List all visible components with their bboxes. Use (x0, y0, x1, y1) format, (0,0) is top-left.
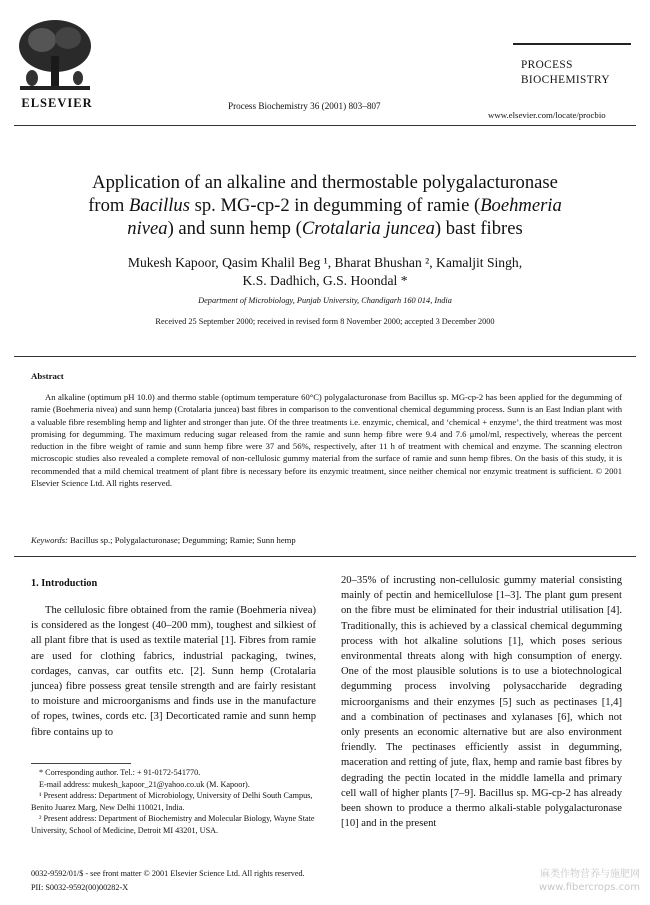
journal-reference: Process Biochemistry 36 (2001) 803–807 (228, 101, 381, 111)
journal-name-line2: BIOCHEMISTRY (521, 74, 610, 86)
tree-icon (14, 16, 96, 96)
authors-line2: K.S. Dadhich, G.S. Hoondal * (242, 273, 408, 288)
issn-line: 0032-9592/01/$ - see front matter © 2001 Elsevier Science Ltd. All rights reserved. (31, 869, 305, 878)
title-italic: Boehmeria (480, 195, 562, 216)
footnote-rule (31, 763, 131, 764)
received-dates: Received 25 September 2000; received in revised form 8 November 2000; accepted 3 December 2000 (155, 317, 495, 326)
watermark-line1: 麻类作物营养与施肥网 (540, 869, 640, 880)
title-italic: nivea (127, 218, 168, 239)
journal-name (521, 58, 610, 88)
pii-line: PII: S0032-9592(00)00282-X (31, 883, 129, 892)
journal-url[interactable]: www.elsevier.com/locate/procbio (488, 110, 606, 120)
header-divider (14, 125, 636, 126)
title-line3 (40, 217, 610, 240)
title-line2 (40, 194, 610, 217)
authors-line1: Mukesh Kapoor, Qasim Khalil Beg ¹, Bharat Bhushan ², Kamaljit Singh, (127, 255, 523, 270)
section-heading-introduction: 1. Introduction (31, 578, 98, 589)
footnotes (31, 767, 316, 837)
journal-name-line1: PROCESS (521, 59, 573, 71)
abstract-heading: Abstract (31, 371, 64, 381)
site-watermark (500, 868, 640, 894)
footnote-corresponding: * Corresponding author. Tel.: + 91-0172-541770. (39, 768, 201, 777)
page-footer (31, 867, 305, 895)
keywords-label: Keywords: (31, 535, 68, 545)
title-text: ) bast fibres (434, 218, 523, 239)
footnote-2: ² Present address: Department of Biochemistry and Molecular Biology, Wayne State University, School of Medicine, Detroit MI 43201, USA. (31, 814, 315, 835)
footnote-1: ¹ Present address: Department of Microbiology, University of Delhi South Campus, Benito Juarez Marg, New Delhi 110021, India. (31, 791, 313, 812)
title-italic: Crotalaria juncea (301, 218, 435, 239)
abstract-top-divider (14, 356, 636, 357)
title-text: ) and sunn hemp ( (167, 218, 302, 239)
title-text: sp. MG-cp-2 in degumming of ramie ( (189, 195, 481, 216)
keywords (31, 535, 622, 545)
journal-rule (513, 43, 631, 45)
title-italic: Bacillus (129, 195, 190, 216)
author-list (60, 254, 590, 290)
footnote-email[interactable]: E-mail address: mukesh_kapoor_21@yahoo.co.uk (M. Kapoor). (39, 779, 250, 789)
publisher-name: ELSEVIER (21, 96, 93, 110)
intro-column-left: The cellulosic fibre obtained from the ramie (Boehmeria nivea) is considered as the longest (40–200 mm), toughest and silkiest of all plant fibre that is used as textile material [1]. Fibres from ramie are used for clothing fabrics, industrial packaging, twines, cordages, canvas, car outfits etc. [2]. Sunn hemp (Crotalaria juncea) fibre possess great tensile strength and are fairly resistant to moisture and microorganisms and finds use in the manufacture of ropes, twines, cords etc. [3] Decorticated ramie and sunn hemp fibre contains up to (31, 605, 316, 738)
abstract-body: An alkaline (optimum pH 10.0) and thermo stable (optimum temperature 60°C) polygalacturonase from Bacillus sp. MG-cp-2 has been applied for the degumming of ramie (Boehmeria nivea) and sunn hemp (Crotalaria juncea) bast fibres in comparison to the conventional chemical degumming process. Sunn is an East Indian plant with a valuable fibre resembling hemp and lighter and stronger than jute. Of the three treatments i.e. enzymic, chemical, and ‘chemical + enzyme’, the third treatment was most promising for degumming. The maximum reducing sugar released from the ramie and sunn hemp fibre were 9.4 and 7.6 μmol/ml, respectively, whereas the percent reduction in the fibre weight of ramie and sunn hemp fibre were 37 and 56%, respectively, after 11 h of treatment with chemical and enzyme. The scanning electron microscopic studies also revealed a complete removal of non-cellulosic gummy material from the surface of ramie and sunn hemp fibres. On the basis of this study, it is recommended that a mild chemical treatment of plant fibre is necessary before its enzymic treatment, since neither chemical nor enzymic treatment is sufficient. © 2001 Elsevier Science Ltd. All rights reserved. (31, 392, 622, 489)
title-text: from (88, 195, 130, 216)
keywords-text: Bacillus sp.; Polygalacturonase; Degumming; Ramie; Sunn hemp (67, 535, 296, 545)
article-title (40, 171, 610, 240)
watermark-line2: www.fibercrops.com (538, 882, 640, 893)
abstract-bottom-divider (14, 556, 636, 557)
title-line1: Application of an alkaline and thermostable polygalacturonase (92, 172, 558, 193)
intro-column-right: 20–35% of incrusting non-cellulosic gummy material consisting mainly of pectin and hemicellulose [1–3]. The plant gum present on the fibre must be eliminated for their industrial utilisation [4]. Traditionally, this is achieved by a classical chemical degumming process with hot alkaline solutions [1], which poses serious environmental threats along with high consumption of energy. One of the most plausible solutions is to use a biotechnological degumming process involving polysaccharide degrading microorganisms and their enzymes [5] such as pectinases [1,4] and a combination of pectinases and xylanases [6], which not only presents an economic alternative but are also environment friendly. The pectinases efficiently assist in degumming, maceration and retting of jute, flax, hemp and ramie bast fibres by degrading the pectin located in the middle lamella and primary cell wall of higher plants [7–9]. Bacillus sp. MG-cp-2 has already been shown to produce a thermo alkali-stable polygalacturonase [10] and in the present (341, 575, 622, 830)
affiliation: Department of Microbiology, Punjab University, Chandigarh 160 014, India (198, 296, 452, 305)
